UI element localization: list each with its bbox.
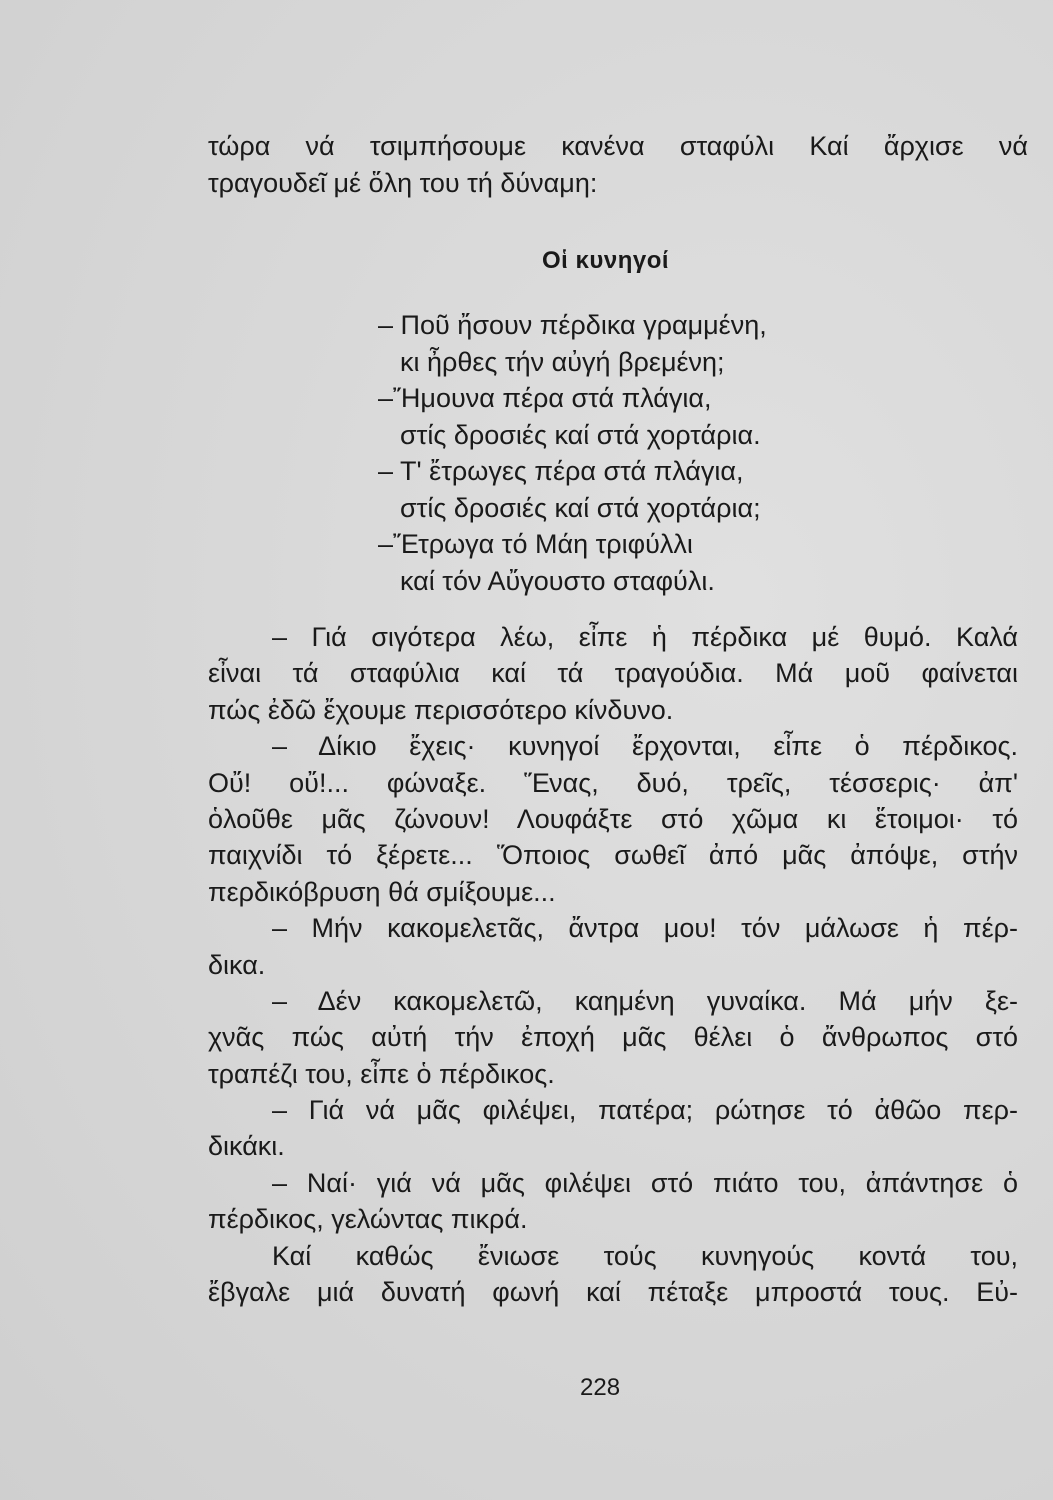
prose-line-5: Οὔ! οὔ!... φώναξε. Ἕνας, δυό, τρεῖς, τέσσερις· ἀπ' <box>208 767 1018 798</box>
prose-line-6: ὁλοῦθε μᾶς ζώνουν! Λουφάξτε στό χῶμα κι ἕτοιμοι· τό <box>208 803 1018 834</box>
prose-line-10: δικα. <box>208 949 266 980</box>
poem-line-5: – Τ' ἔτρωγες πέρα στά πλάγια, <box>378 456 744 486</box>
prose-line-19: ἔβγαλε μιά δυνατή φωνή καί πέταξε μπροστά τους. Εὐ- <box>208 1277 1018 1308</box>
prose-line-17: πέρδικος, γελώντας πικρά. <box>208 1204 528 1235</box>
intro-line-2: τραγουδεῖ μέ ὅλη του τή δύναμη: <box>208 167 598 198</box>
poem <box>378 307 767 599</box>
prose-line-13: τραπέζι του, εἶπε ὁ πέρδικος. <box>208 1058 555 1089</box>
prose-line-3: πώς ἐδῶ ἔχουμε περισσότερο κίνδυνο. <box>208 694 674 725</box>
prose-line-9: – Μήν κακομελετᾶς, ἄντρα μου! τόν μάλωσε ἡ πέρ- <box>272 913 1018 944</box>
prose-body <box>208 619 1018 1310</box>
prose-line-11: – Δέν κακομελετῶ, καημένη γυναίκα. Μά μήν ξε- <box>272 985 1018 1016</box>
prose-line-1: – Γιά σιγότερα λέω, εἶπε ἡ πέρδικα μέ θυμό. Καλά <box>272 622 1018 652</box>
intro-paragraph <box>208 128 1028 201</box>
poem-title: Οἱ κυνηγοί <box>542 247 670 274</box>
poem-line-6: στίς δροσιές καί στά χορτάρια; <box>400 492 761 523</box>
poem-line-7: –Ἔτρωγα τό Μάη τριφύλλι <box>378 529 693 559</box>
prose-line-4: – Δίκιο ἔχεις· κυνηγοί ἔρχονται, εἶπε ὁ πέρδικος. <box>272 731 1018 762</box>
prose-line-7: παιχνίδι τό ξέρετε... Ὅποιος σωθεῖ ἀπό μᾶς ἀπόψε, στήν <box>208 840 1018 871</box>
poem-line-1: – Ποῦ ἤσουν πέρδικα γραμμένη, <box>378 310 767 340</box>
prose-line-2: εἶναι τά σταφύλια καί τά τραγούδια. Μά μοῦ φαίνεται <box>208 658 1018 689</box>
page-number: 228 <box>580 1374 621 1401</box>
prose-line-15: δικάκι. <box>208 1131 285 1162</box>
prose-line-18: Καί καθώς ἔνιωσε τούς κυνηγούς κοντά του, <box>272 1240 1018 1271</box>
poem-line-2: κι ἦρθες τήν αὐγή βρεμένη; <box>400 346 725 377</box>
prose-line-14: – Γιά νά μᾶς φιλέψει, πατέρα; ρώτησε τό ἀθῶο περ- <box>272 1095 1018 1126</box>
prose-line-16: – Ναί· γιά νά μᾶς φιλέψει στό πιάτο του, ἀπάντησε ὁ <box>272 1167 1018 1198</box>
intro-line-1: τώρα νά τσιμπήσουμε κανένα σταφύλι Καί ἄρχισε νά <box>208 131 1028 161</box>
poem-line-3: –Ἤμουνα πέρα στά πλάγια, <box>378 383 712 413</box>
poem-line-8: καί τόν Αὔγουστο σταφύλι. <box>400 565 715 596</box>
prose-line-12: χνᾶς πώς αὐτή τήν ἐποχή μᾶς θέλει ὁ ἄνθρωπος στό <box>208 1022 1018 1053</box>
prose-line-8: περδικόβρυση θά σμίξουμε... <box>208 876 556 907</box>
poem-line-4: στίς δροσιές καί στά χορτάρια. <box>400 419 761 450</box>
